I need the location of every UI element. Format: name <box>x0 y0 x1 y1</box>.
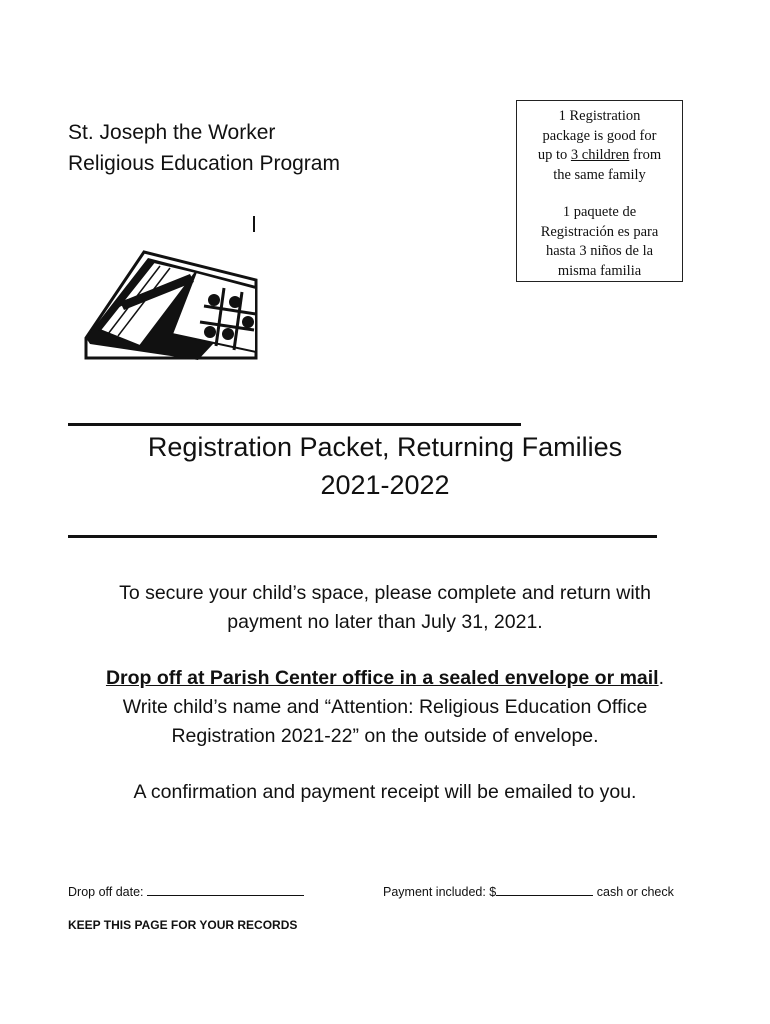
organization-name <box>68 117 340 179</box>
deadline-line2: payment no later than July 31, 2021. <box>227 611 543 633</box>
title-line1: Registration Packet, Returning Families <box>147 432 623 462</box>
payment-amount-blank[interactable] <box>496 883 593 896</box>
notice-en-line1: 1 Registration <box>558 108 641 124</box>
envelope-line1: Write child’s name and “Attention: Religious Education Office <box>122 696 648 718</box>
notice-en-line2: package is good for <box>542 127 657 144</box>
keep-records-note: KEEP THIS PAGE FOR YOUR RECORDS <box>68 918 298 932</box>
book-illustration <box>78 210 260 360</box>
title-rule-top <box>68 423 521 426</box>
deadline-instructions <box>0 579 770 637</box>
org-name-line2: Religious Education Program <box>68 152 340 175</box>
notice-es-line4: misma familia <box>557 262 642 279</box>
drop-off-label: Drop off date: <box>68 885 144 899</box>
title-rule-bottom <box>68 535 657 538</box>
notice-es-line1: 1 paquete de <box>562 204 637 220</box>
title-year: 2021-2022 <box>320 470 450 500</box>
deadline-line1: To secure your child’s space, please complete and return with <box>119 582 651 604</box>
payment-method-label: cash or check <box>596 885 674 899</box>
notice-underlined-children: 3 children <box>570 147 630 163</box>
drop-off-date-blank[interactable] <box>147 883 304 896</box>
dropoff-emphasis: Drop off at Parish Center office in a sealed envelope or mail <box>105 667 659 689</box>
dropoff-instructions <box>0 664 770 751</box>
envelope-line2: Registration 2021-22” on the outside of envelope. <box>171 725 599 747</box>
payment-label: Payment included: $ <box>383 885 497 899</box>
notice-es-line2: Registración es para <box>540 223 659 240</box>
notice-en-line3: up to 3 children from <box>537 147 662 163</box>
packet-title <box>0 428 770 504</box>
notice-en-line4: the same family <box>553 166 646 183</box>
drop-off-date-field <box>68 883 304 900</box>
org-name-line1: St. Joseph the Worker <box>68 121 276 144</box>
confirmation-note: A confirmation and payment receipt will be emailed to you. <box>133 781 637 803</box>
payment-field <box>383 883 674 900</box>
registration-notice-box <box>516 100 683 282</box>
dropoff-line: Drop off at Parish Center office in a sealed envelope or mail. <box>105 667 665 689</box>
notice-es-line3: hasta 3 niños de la <box>545 243 654 259</box>
